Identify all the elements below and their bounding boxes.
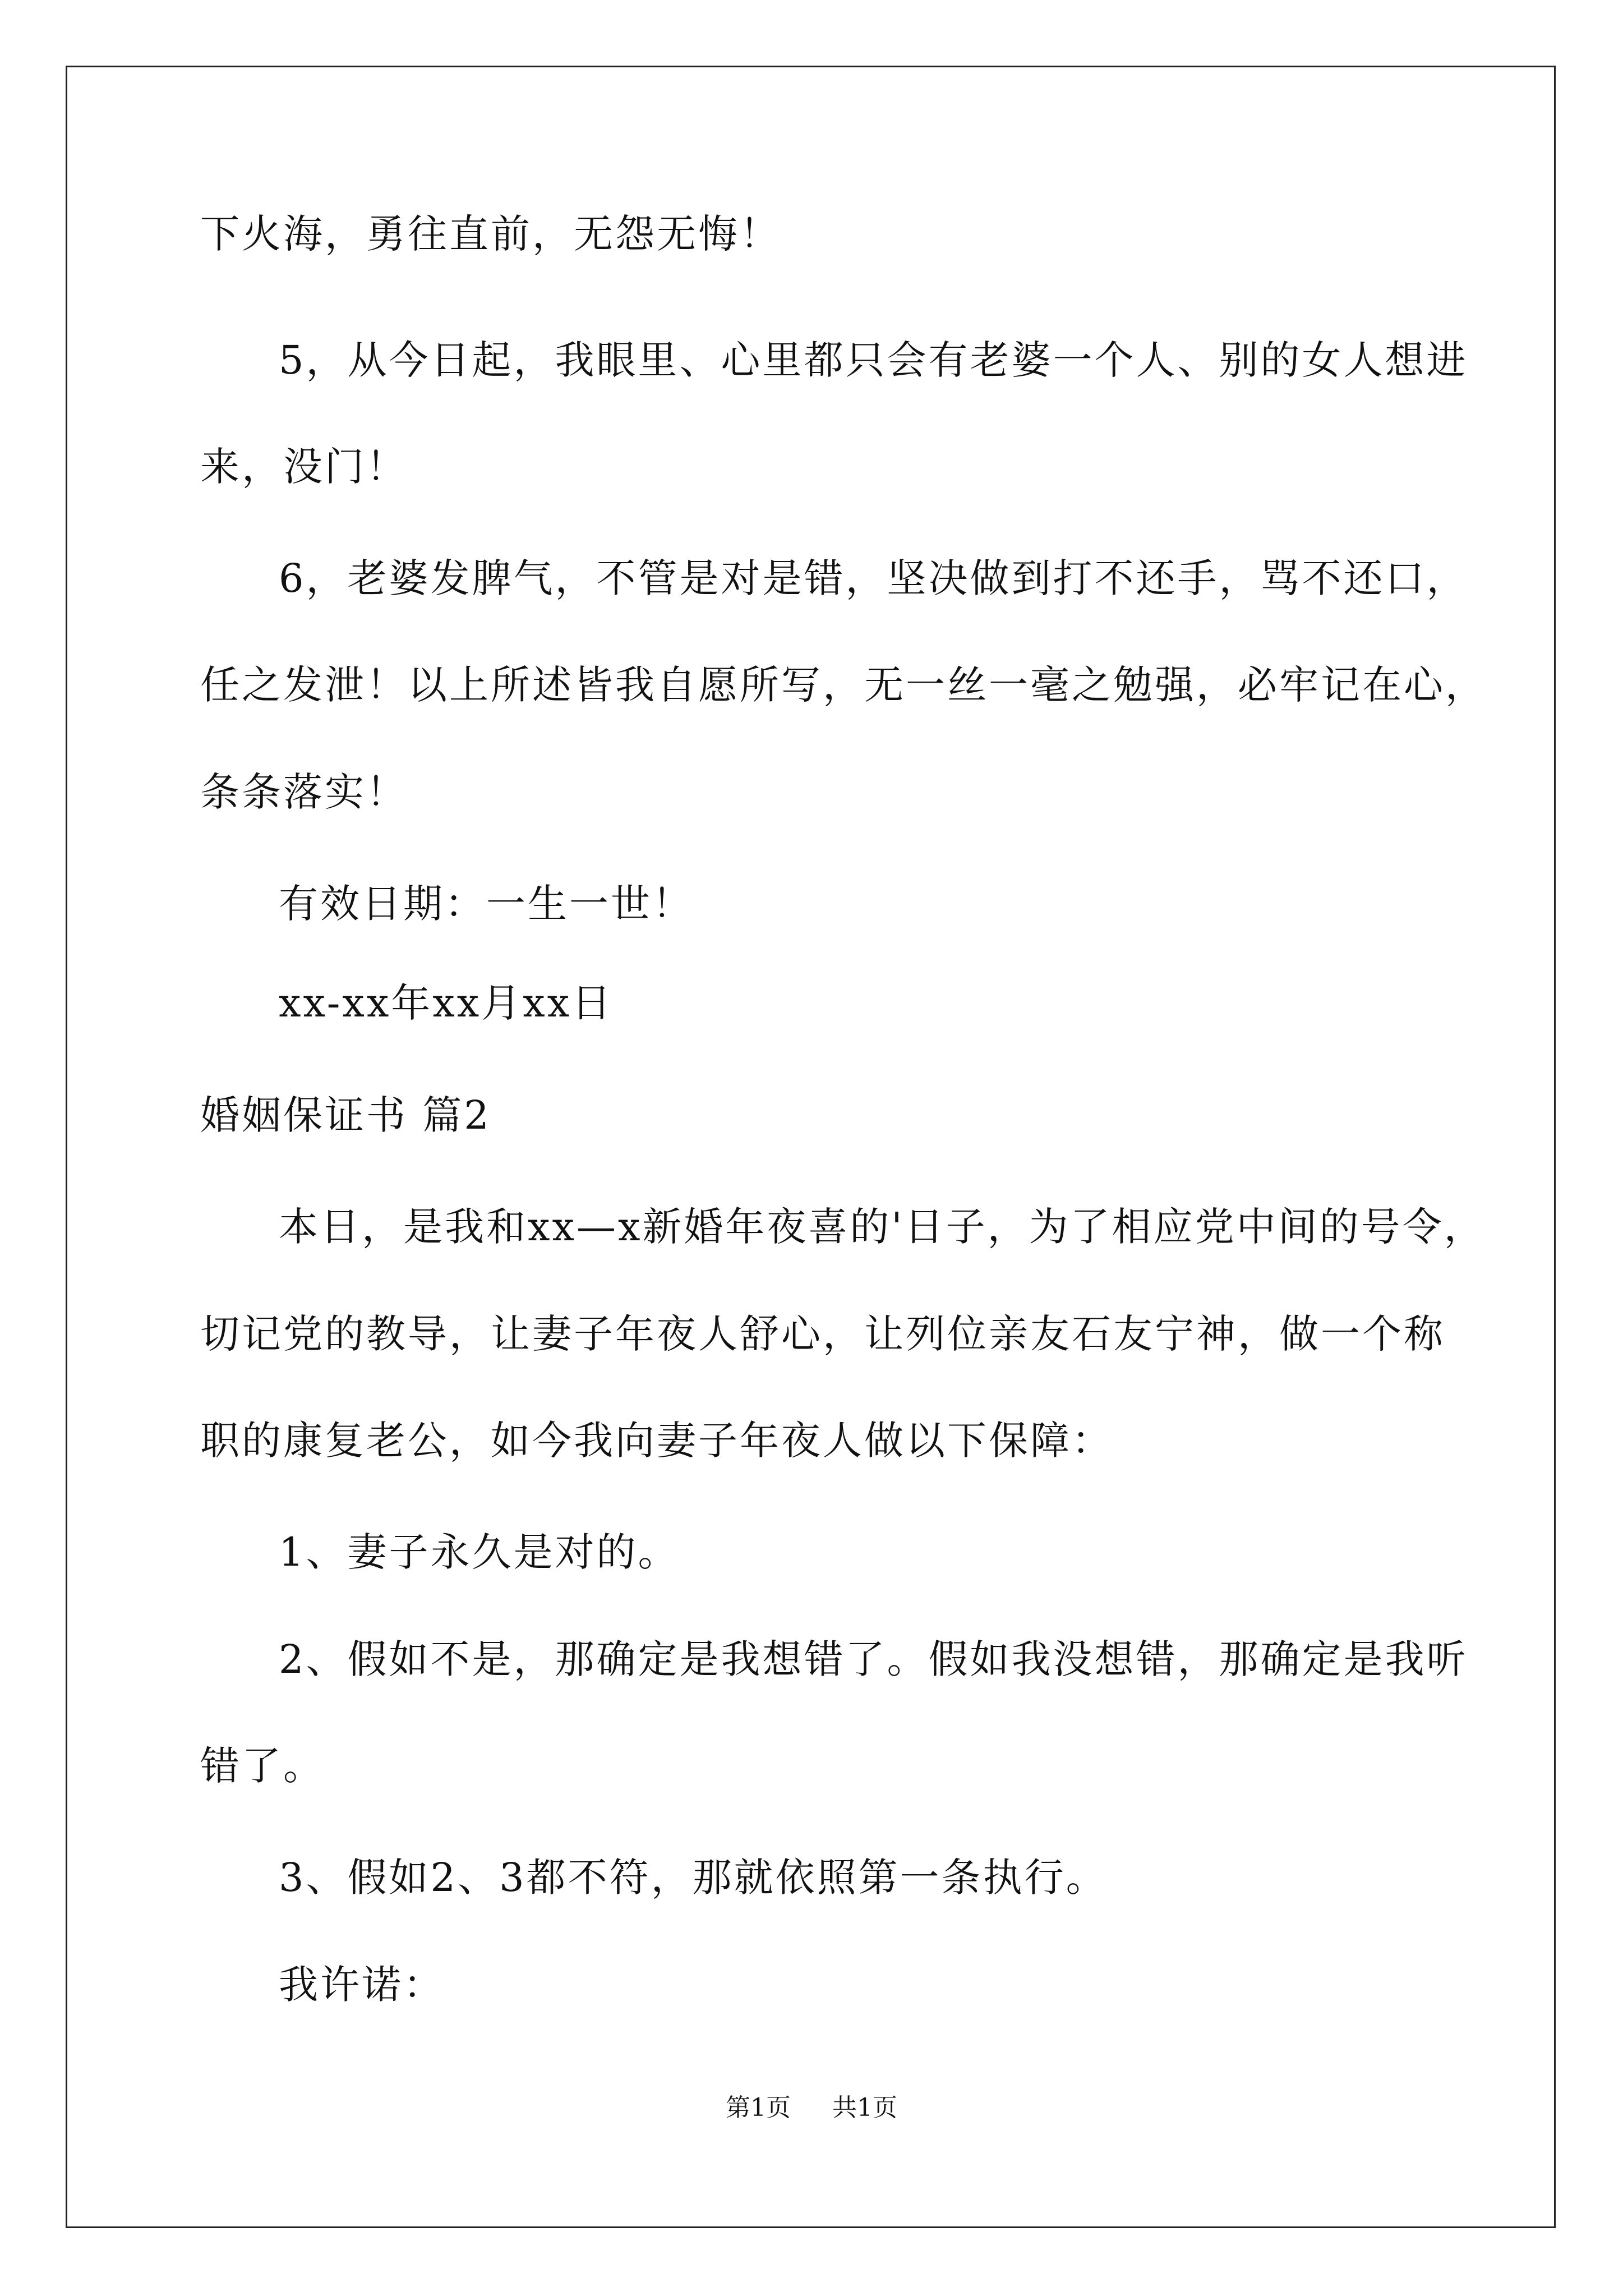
- text-line-2: 5，从今日起，我眼里、心里都只会有老婆一个人、别的女人想进: [279, 337, 1468, 383]
- list-item-2-continued: 错了。: [200, 1743, 325, 1789]
- text-line-10: 本日，是我和xx—x新婚年夜喜的'日子，为了相应党中间的号令，: [279, 1204, 1486, 1250]
- page-number-current: 第1页: [726, 2093, 791, 2122]
- list-item-1: 1、妻子永久是对的。: [279, 1529, 680, 1575]
- page-number-total: 共1页: [832, 2093, 897, 2122]
- text-line-12: 职的康复老公，如今我向妻子年夜人做以下保障：: [200, 1418, 1113, 1464]
- text-line-4: 6，老婆发脾气，不管是对是错，坚决做到打不还手，骂不还口，: [279, 555, 1468, 601]
- text-line-5: 任之发泄！以上所述皆我自愿所写，无一丝一毫之勉强，必牢记在心，: [200, 662, 1487, 708]
- text-line-1: 下火海，勇往直前，无怨无悔！: [200, 211, 781, 257]
- text-line-3: 来，没门！: [200, 444, 408, 490]
- validity-line: 有效日期：一生一世！: [279, 881, 694, 927]
- date-line: xx-xx年xx月xx日: [279, 980, 614, 1026]
- page-border: [66, 66, 1556, 2228]
- promise-heading: 我许诺：: [279, 1962, 445, 2008]
- section-heading: 婚姻保证书 篇2: [200, 1092, 491, 1138]
- list-item-2: 2、假如不是，那确定是我想错了。假如我没想错，那确定是我听: [279, 1636, 1468, 1682]
- text-line-11: 切记党的教导，让妻子年夜人舒心，让列位亲友石友宁神，做一个称: [200, 1311, 1445, 1357]
- text-line-6: 条条落实！: [200, 769, 408, 815]
- page-footer: [0, 2091, 1623, 2125]
- list-item-3: 3、假如2、3都不符，那就依照第一条执行。: [279, 1855, 1108, 1901]
